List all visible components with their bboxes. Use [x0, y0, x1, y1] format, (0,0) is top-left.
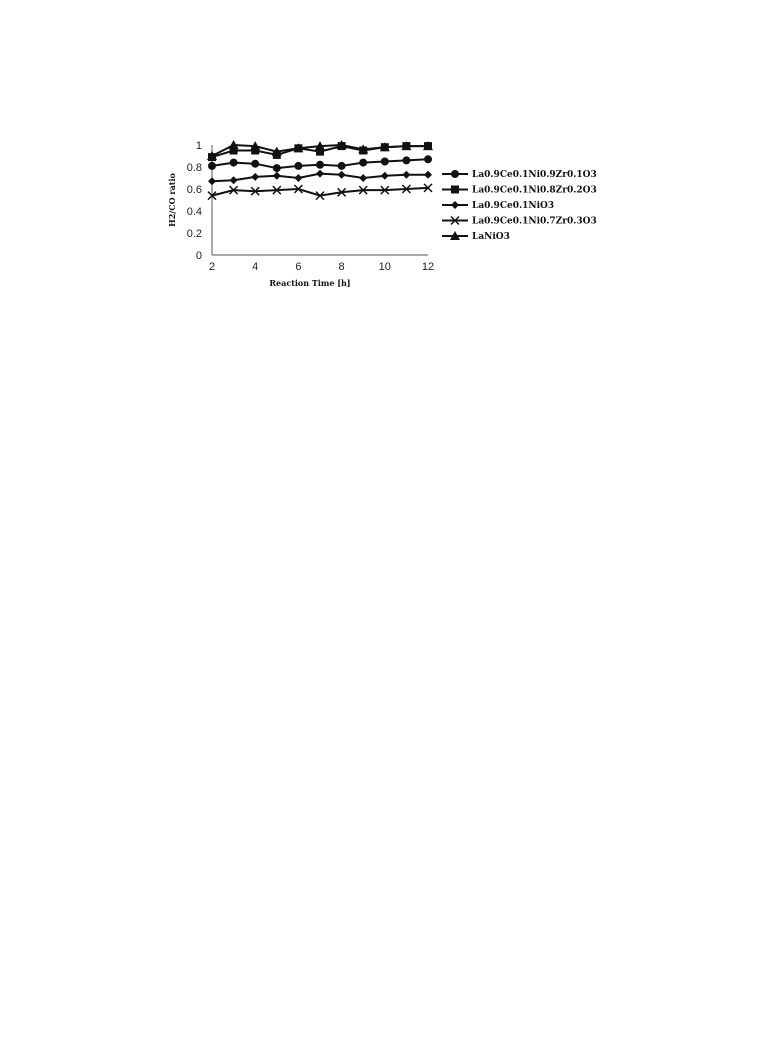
y-tick-label: 0.6 [186, 184, 202, 196]
data-point-s1 [424, 155, 432, 163]
legend-label: La0.9Ce0.1Ni0.8Zr0.2O3 [472, 185, 597, 196]
legend [442, 170, 597, 242]
y-axis-label: H2/CO ratio [167, 173, 177, 227]
data-point-s3 [273, 172, 281, 180]
data-point-s3 [230, 176, 238, 184]
legend-item [442, 217, 597, 227]
data-point-s1 [402, 156, 410, 164]
y-tick-label: 1 [195, 140, 202, 152]
y-tick-label: 0.8 [186, 162, 202, 174]
legend-marker [451, 186, 459, 194]
data-point-s3 [359, 174, 367, 182]
data-point-s3 [381, 172, 389, 180]
data-point-s3 [294, 174, 302, 182]
data-point-s1 [294, 162, 302, 170]
x-tick-label: 8 [338, 261, 345, 273]
data-point-s1 [208, 162, 216, 170]
legend-item [442, 186, 597, 196]
legend-label: La0.9Ce0.1NiO3 [472, 201, 555, 211]
legend-marker [451, 201, 459, 209]
data-point-s3 [316, 170, 324, 178]
data-point-s1 [273, 164, 281, 172]
data-point-s3 [424, 171, 432, 179]
data-point-s1 [338, 162, 346, 170]
y-tick-label: 0.4 [186, 206, 202, 218]
data-point-s3 [208, 177, 216, 185]
data-point-s1 [251, 160, 259, 168]
data-point-s3 [338, 171, 346, 179]
series-line-4 [212, 188, 428, 196]
x-tick-label: 12 [421, 261, 435, 273]
data-point-s3 [251, 173, 259, 181]
y-tick-label: 0 [195, 250, 202, 262]
x-tick-label: 10 [378, 261, 391, 273]
legend-label: LaNiO3 [472, 232, 510, 242]
legend-label: La0.9Ce0.1Ni0.9Zr0.1O3 [472, 170, 597, 180]
data-point-s1 [381, 158, 389, 166]
data-point-s1 [316, 161, 324, 169]
legend-marker [451, 170, 459, 178]
data-point-s1 [230, 159, 238, 167]
x-axis-label: Reaction Time [h] [269, 278, 351, 288]
legend-item [442, 231, 510, 242]
legend-item [442, 170, 597, 180]
x-tick-label: 4 [252, 261, 259, 273]
legend-item [442, 201, 554, 211]
x-tick-label: 6 [295, 261, 302, 273]
legend-label: La0.9Ce0.1Ni0.7Zr0.3O3 [472, 216, 597, 227]
y-tick-label: 0.2 [186, 228, 202, 240]
x-tick-label: 2 [208, 261, 216, 273]
data-point-s3 [402, 171, 410, 179]
data-point-s1 [359, 159, 367, 167]
